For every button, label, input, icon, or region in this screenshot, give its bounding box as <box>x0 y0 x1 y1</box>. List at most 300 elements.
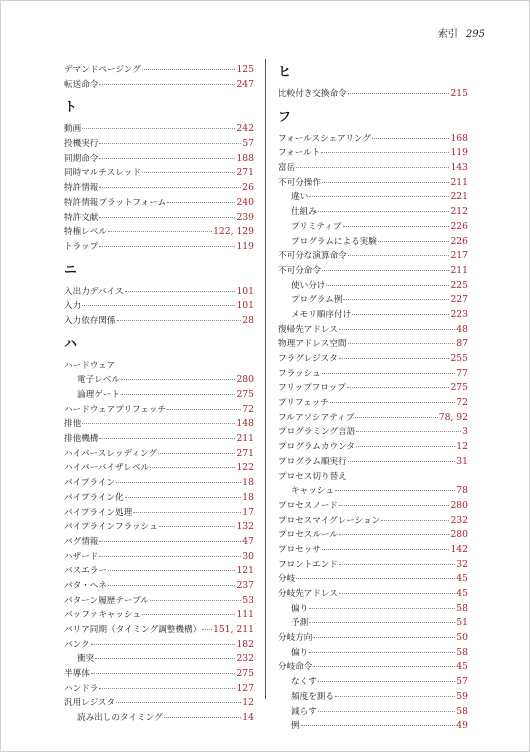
index-entry <box>278 411 468 426</box>
index-term: 投機実行 <box>64 139 99 150</box>
index-term: 特許情報プラットフォーム <box>64 197 167 208</box>
index-entry <box>64 579 254 594</box>
dot-leader <box>99 246 235 247</box>
index-term: 仕組み <box>291 207 317 218</box>
index-page-ref: 211 <box>450 264 468 276</box>
index-page-ref: 45 <box>456 573 468 585</box>
index-term: パターン履歴テーブル <box>64 595 149 606</box>
index-page-ref: 101 <box>236 300 254 312</box>
index-page-ref: 211 <box>450 176 468 188</box>
index-page-ref: 275 <box>236 389 254 400</box>
dot-leader <box>108 570 235 571</box>
dot-leader <box>356 446 455 447</box>
index-entry <box>278 352 468 367</box>
index-term: 比較付き交換命令 <box>278 89 347 99</box>
column-divider <box>265 59 266 699</box>
dot-leader <box>121 379 235 380</box>
index-column-right <box>278 63 468 734</box>
index-term: メモリ順序付け <box>291 309 352 320</box>
dot-leader <box>82 423 235 424</box>
dot-leader <box>301 725 456 726</box>
index-term: フォールト <box>278 148 321 159</box>
index-term: パイプライン処理 <box>64 507 133 518</box>
dot-leader <box>121 394 235 395</box>
index-term: ハザード <box>64 551 99 562</box>
index-entry <box>64 63 254 78</box>
dot-leader <box>116 702 241 703</box>
index-column-left <box>64 63 254 726</box>
index-entry <box>278 264 468 279</box>
index-page-ref: 45 <box>456 588 468 599</box>
index-term: プロセスマイグレーション <box>278 515 381 526</box>
index-term: 物理アドレス空間 <box>278 339 347 350</box>
dot-leader <box>108 231 212 232</box>
index-entry <box>278 87 468 102</box>
index-page-ref: 223 <box>450 308 468 320</box>
index-page-ref: 255 <box>450 353 468 364</box>
index-term: バンク <box>64 639 90 650</box>
index-term: 特許情報 <box>64 183 99 194</box>
index-entry <box>64 476 254 491</box>
index-term: 特権レベル <box>64 227 107 238</box>
index-subentry <box>278 190 468 205</box>
index-page-ref: 125 <box>236 64 254 75</box>
index-term: 転送命令 <box>64 79 99 90</box>
dot-leader <box>321 152 449 153</box>
index-entry <box>64 447 254 462</box>
index-page-ref: 50 <box>456 632 468 644</box>
index-term: プロセスルール <box>278 530 338 541</box>
index-page-ref: 247 <box>236 78 254 90</box>
index-entry <box>278 425 468 440</box>
index-subentry <box>278 616 468 631</box>
index-term: 分岐 <box>278 574 296 585</box>
index-term: プロセス切り替え <box>278 471 347 482</box>
dot-leader <box>309 196 449 197</box>
index-entry <box>278 528 468 543</box>
index-page-ref: 119 <box>450 147 468 159</box>
index-term: 半導体 <box>64 669 90 680</box>
index-subentry <box>278 205 468 220</box>
dot-leader <box>381 520 449 521</box>
dot-leader <box>335 490 455 491</box>
index-term: ハイパーバイザレベル <box>64 463 150 474</box>
index-page-ref: 122, 129 <box>213 226 254 238</box>
index-entry <box>64 461 254 476</box>
dot-leader <box>343 299 449 300</box>
dot-leader <box>164 717 242 718</box>
index-page-ref: 217 <box>450 250 468 262</box>
index-entry <box>64 550 254 565</box>
index-page-ref: 280 <box>450 499 468 511</box>
index-entry <box>64 403 254 418</box>
index-entry <box>278 572 468 587</box>
dot-leader <box>309 652 455 653</box>
dot-leader <box>296 167 449 168</box>
index-page-ref: 14 <box>242 712 254 724</box>
index-page-ref: 51 <box>456 617 468 629</box>
index-entry <box>64 359 254 374</box>
dot-leader <box>313 666 455 667</box>
index-entry <box>278 514 468 529</box>
index-subentry <box>278 293 468 308</box>
index-term: 不可分な演算命令 <box>278 251 347 262</box>
dot-leader <box>116 482 241 483</box>
index-entry <box>64 520 254 535</box>
index-entry <box>278 470 468 485</box>
index-entry <box>278 367 468 382</box>
index-term: バスエラー <box>64 566 107 577</box>
index-term: 減らす <box>291 706 317 717</box>
index-entry <box>278 660 468 675</box>
index-term: フラッシュ <box>278 368 321 379</box>
index-page-ref: 143 <box>450 162 468 174</box>
index-term: 論理ゲート <box>77 390 120 400</box>
index-page-ref: 226 <box>450 235 468 247</box>
index-term: 動画 <box>64 124 82 135</box>
index-term: 復帰先アドレス <box>278 324 338 335</box>
index-entry <box>64 240 254 255</box>
index-term: プリフェッチ <box>278 398 329 409</box>
index-page-ref: 122 <box>236 462 254 474</box>
index-page-ref: 280 <box>450 529 468 541</box>
index-term: 不可分操作 <box>278 177 321 188</box>
index-term: プログラムによる実験 <box>291 236 377 247</box>
index-page-ref: 142 <box>450 543 468 555</box>
index-term: 汎用レジスタ <box>64 698 116 709</box>
dot-leader <box>99 143 241 144</box>
index-page-ref: 30 <box>242 550 254 562</box>
dot-leader <box>133 512 241 513</box>
index-page-ref: 77 <box>456 367 468 379</box>
dot-leader <box>347 387 450 388</box>
index-term: 衝突 <box>77 654 95 665</box>
index-subentry <box>278 279 468 294</box>
dot-leader <box>355 417 437 418</box>
index-term: バッファキャッシュ <box>64 610 142 621</box>
dot-leader <box>348 343 456 344</box>
index-page-ref: 57 <box>456 676 468 688</box>
dot-leader <box>318 711 456 712</box>
index-page-ref: 280 <box>236 374 254 386</box>
index-term: 排他機構 <box>64 434 99 445</box>
index-term: パイプラインフラッシュ <box>64 522 158 533</box>
index-entry <box>64 667 254 682</box>
dot-leader <box>99 187 241 188</box>
dot-leader <box>99 556 241 557</box>
dot-leader <box>158 453 235 454</box>
index-page-ref: 275 <box>236 668 254 680</box>
index-page-ref: 47 <box>242 535 254 547</box>
index-page-ref: 49 <box>456 720 468 732</box>
index-entry <box>278 455 468 470</box>
index-page-ref: 242 <box>236 123 254 135</box>
index-term: プログラミング言語 <box>278 427 356 438</box>
index-page-ref: 72 <box>242 403 254 415</box>
index-page-ref: 72 <box>456 397 468 409</box>
index-page-ref: 58 <box>456 646 468 658</box>
index-term: 電子レベル <box>77 375 120 386</box>
index-term: プログラム順実行 <box>278 456 347 467</box>
index-term: プロセッサ <box>278 544 321 555</box>
dot-leader <box>348 255 450 256</box>
dot-leader <box>296 578 455 579</box>
index-page-ref: 232 <box>236 653 254 665</box>
index-subentry <box>278 690 468 705</box>
dot-leader <box>167 409 241 410</box>
index-term: 頻度を測る <box>291 691 334 702</box>
index-entry <box>64 638 254 653</box>
index-entry <box>64 564 254 579</box>
dot-leader <box>356 431 461 432</box>
dot-leader <box>125 497 242 498</box>
index-page-ref: 151, 211 <box>213 624 254 635</box>
dot-leader <box>82 128 235 129</box>
index-subentry <box>64 388 254 403</box>
index-term: パイプライン <box>64 478 116 489</box>
index-entry <box>64 78 254 93</box>
index-entry <box>64 152 254 167</box>
index-page-ref: 148 <box>236 418 254 430</box>
index-page-ref: 32 <box>456 558 468 570</box>
dot-leader <box>91 644 236 645</box>
dot-leader <box>159 526 236 527</box>
running-header <box>438 25 485 40</box>
index-entry <box>278 161 468 176</box>
index-page-ref: 87 <box>456 338 468 350</box>
dot-leader <box>322 373 456 374</box>
index-subentry <box>278 602 468 617</box>
index-entry <box>278 543 468 558</box>
dot-leader <box>352 314 449 315</box>
index-term: キャッシュ <box>291 486 334 497</box>
dot-leader <box>95 658 235 659</box>
index-page-ref: 237 <box>236 579 254 591</box>
index-page-ref: 58 <box>456 705 468 717</box>
index-term: デマンドページング <box>64 65 141 75</box>
index-term: 富岳 <box>278 163 296 174</box>
index-entry <box>64 682 254 697</box>
index-entry <box>64 314 254 329</box>
index-page-ref: 57 <box>242 138 254 150</box>
index-term: フロントエンド <box>278 559 338 570</box>
index-page-ref: 127 <box>236 682 254 694</box>
index-entry <box>278 337 468 352</box>
index-entry <box>64 432 254 447</box>
index-entry <box>64 491 254 506</box>
index-subentry <box>278 719 468 734</box>
index-term: 同期命令 <box>64 153 99 164</box>
index-section-letter: フ <box>278 109 292 125</box>
index-term: 排他 <box>64 419 82 430</box>
index-page-ref: 227 <box>450 294 468 306</box>
index-page-ref: 59 <box>456 690 468 702</box>
index-entry <box>64 506 254 521</box>
index-page-ref: 188 <box>236 152 254 164</box>
dot-leader <box>108 585 235 586</box>
index-page-ref: 111 <box>236 609 254 621</box>
index-page-ref: 26 <box>242 182 254 194</box>
index-page-ref: 12 <box>456 441 468 453</box>
dot-leader <box>99 541 241 542</box>
index-subentry <box>64 711 254 726</box>
dot-leader <box>99 688 235 689</box>
index-entry <box>64 225 254 240</box>
index-term: 不可分命令 <box>278 265 321 276</box>
index-entry <box>64 285 254 300</box>
dot-leader <box>99 438 235 439</box>
index-page-ref: 226 <box>450 220 468 232</box>
index-entry <box>64 211 254 226</box>
dot-leader <box>150 600 241 601</box>
index-entry <box>278 396 468 411</box>
index-term: バリア同期（タイミング調整機構） <box>64 625 202 635</box>
index-term: フルアソシアティブ <box>278 412 355 423</box>
index-entry <box>278 631 468 646</box>
index-term: 例 <box>291 721 300 732</box>
index-page-ref: 132 <box>236 521 254 533</box>
index-term: ハイパースレッディング <box>64 448 157 459</box>
dot-leader <box>339 593 455 594</box>
dot-leader <box>142 614 235 615</box>
index-page-ref: 182 <box>236 638 254 650</box>
dot-leader <box>99 217 235 218</box>
index-term: 分岐命令 <box>278 662 313 673</box>
index-page-ref: 271 <box>236 167 254 179</box>
dot-leader <box>150 467 235 468</box>
dot-leader <box>99 158 235 159</box>
dot-leader <box>322 182 449 183</box>
dot-leader <box>322 270 449 271</box>
index-term: 予測 <box>291 618 309 629</box>
index-entry <box>64 166 254 181</box>
index-section-letter: ヒ <box>278 65 292 80</box>
index-term: フォールスシェアリング <box>278 133 371 144</box>
dot-leader <box>326 285 449 286</box>
index-subentry <box>278 646 468 661</box>
dot-leader <box>313 637 455 638</box>
index-entry <box>278 323 468 338</box>
index-term: 分岐方向 <box>278 633 313 644</box>
index-subentry <box>278 705 468 720</box>
index-entry <box>278 146 468 161</box>
index-subentry <box>278 484 468 499</box>
dot-leader <box>378 241 450 242</box>
index-entry <box>278 249 468 264</box>
index-subentry <box>278 220 468 235</box>
index-page-ref: 78 <box>456 485 468 497</box>
index-term: プログラムカウンタ <box>278 442 355 453</box>
index-term: プロセスノード <box>278 500 338 511</box>
index-entry <box>64 417 254 432</box>
index-term: 偏り <box>291 603 309 614</box>
index-term: バグ情報 <box>64 536 99 547</box>
dot-leader <box>339 329 455 330</box>
index-entry <box>64 196 254 211</box>
index-entry <box>64 696 254 711</box>
dot-leader <box>309 608 455 609</box>
index-entry <box>64 594 254 609</box>
index-page-ref: 225 <box>450 279 468 291</box>
index-term: 入力依存関係 <box>64 315 116 326</box>
index-term: ハードウェア <box>64 360 116 371</box>
dot-leader <box>202 629 212 630</box>
index-term: ハンドラ <box>64 683 99 694</box>
dot-leader <box>167 202 235 203</box>
dot-leader <box>142 172 236 173</box>
index-entry <box>64 608 254 623</box>
index-page-ref: 221 <box>450 191 468 203</box>
index-subentry <box>278 235 468 250</box>
index-term: 入力 <box>64 301 82 312</box>
index-term: 同時マルチスレッド <box>64 168 141 179</box>
header-title: 索引 <box>437 29 458 40</box>
index-term: 偏り <box>291 647 309 658</box>
index-section-letter: ハ <box>64 336 78 352</box>
dot-leader <box>99 84 235 85</box>
index-page-ref: 212 <box>450 206 468 218</box>
dot-leader <box>125 291 236 292</box>
index-term: トラップ <box>64 241 99 252</box>
index-page-ref: 58 <box>456 602 468 614</box>
index-page-ref: 211 <box>236 433 254 445</box>
index-page-ref: 48 <box>456 323 468 335</box>
index-subentry <box>278 675 468 690</box>
index-section-letter: ト <box>64 100 78 116</box>
dot-leader <box>339 358 450 359</box>
index-page-ref: 31 <box>456 455 468 467</box>
index-page-ref: 78, 92 <box>438 411 468 423</box>
index-term: 分岐先アドレス <box>278 589 338 599</box>
index-term: 読み出しのタイミング <box>77 713 163 724</box>
index-term: パイプライン化 <box>64 492 124 503</box>
index-subentry <box>64 373 254 388</box>
dot-leader <box>372 138 449 139</box>
index-subentry <box>278 308 468 323</box>
index-page-ref: 53 <box>242 594 254 606</box>
index-term: 違い <box>291 192 309 203</box>
dot-leader <box>343 226 450 227</box>
index-entry <box>278 176 468 191</box>
dot-leader <box>318 211 450 212</box>
index-page-ref: 271 <box>236 447 254 459</box>
index-term: フリップフロップ <box>278 383 346 394</box>
index-entry <box>278 132 468 147</box>
index-entry <box>64 623 254 638</box>
dot-leader <box>318 681 456 682</box>
index-page-ref: 18 <box>242 491 254 503</box>
index-page-ref: 232 <box>450 514 468 526</box>
dot-leader <box>339 505 450 506</box>
dot-leader <box>348 461 456 462</box>
index-page-ref: 101 <box>236 285 254 297</box>
index-section-letter: ニ <box>64 262 78 278</box>
dot-leader <box>330 402 456 403</box>
index-term: ハードウェアプリフェッチ <box>64 404 167 415</box>
index-page-ref: 168 <box>450 132 468 144</box>
index-page-ref: 45 <box>456 661 468 673</box>
dot-leader <box>322 549 449 550</box>
dot-leader <box>91 673 236 674</box>
index-page-ref: 18 <box>242 477 254 489</box>
index-entry <box>278 587 468 602</box>
index-entry <box>64 535 254 550</box>
index-term: フラグレジスタ <box>278 354 338 364</box>
index-entry <box>64 181 254 196</box>
index-term: プログラム例 <box>291 295 343 306</box>
index-term: 特許文献 <box>64 212 99 223</box>
index-term: プリミティブ <box>291 221 342 232</box>
